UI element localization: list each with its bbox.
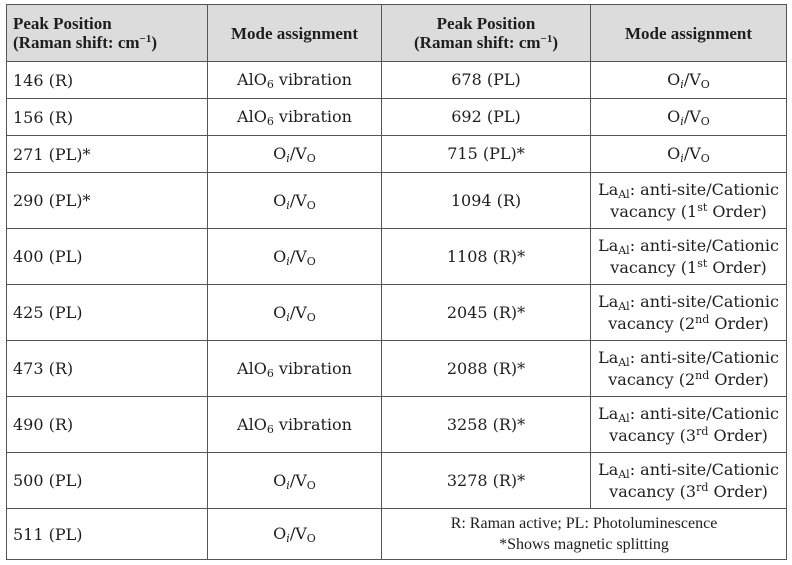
table-row [7,285,787,341]
table-row [7,453,787,509]
mode-la-al-antisite: $La_{Al}$: anti-site/Cationic vacancy (2nd Order) [591,285,787,341]
mode-oi-vo: $O_i/V_O$ [591,99,787,136]
mode-oi-vo: $O_i/V_O$ [208,229,382,285]
table-row [7,397,787,453]
table-row [7,173,787,229]
mode-alo6-vibration: AlO$_6$ vibration [208,99,382,136]
mode-oi-vo: $O_i/V_O$ [591,136,787,173]
table-row [7,229,787,285]
footnote-magnetic-splitting: *Shows magnetic splitting [499,536,669,553]
table-body [7,62,787,560]
mode-la-al-antisite: $La_{Al}$: anti-site/Cationic vacancy (2nd Order) [591,341,787,397]
peak-position-cell: 400 (PL) [7,229,208,285]
peak-position-cell: 3258 (R)* [382,397,591,453]
peak-position-cell: 2045 (R)* [382,285,591,341]
mode-la-al-antisite: $La_{Al}$: anti-site/Cationic vacancy (1st Order) [591,173,787,229]
header-mode-assignment-left: Mode assignment [208,5,382,62]
peak-position-cell: 511 (PL) [7,509,208,560]
raman-peak-table-container [6,4,786,560]
raman-peak-table [6,4,787,560]
peak-position-cell: 692 (PL) [382,99,591,136]
header-row [7,5,787,62]
peak-position-cell: 473 (R) [7,341,208,397]
peak-position-cell: 715 (PL)* [382,136,591,173]
mode-oi-vo: $O_i/V_O$ [591,62,787,99]
mode-alo6-vibration: AlO$_6$ vibration [208,62,382,99]
peak-position-cell: 290 (PL)* [7,173,208,229]
mode-oi-vo: $O_i/V_O$ [208,173,382,229]
peak-position-cell: 1094 (R) [382,173,591,229]
mode-la-al-antisite: $La_{Al}$: anti-site/Cationic vacancy (3rd Order) [591,453,787,509]
mode-la-al-antisite: $La_{Al}$: anti-site/Cationic vacancy (1st Order) [591,229,787,285]
peak-position-cell: 500 (PL) [7,453,208,509]
mode-oi-vo: $O_i/V_O$ [208,285,382,341]
header-mode-assignment-right: Mode assignment [591,5,787,62]
mode-la-al-antisite: $La_{Al}$: anti-site/Cationic vacancy (3rd Order) [591,397,787,453]
peak-position-cell: 271 (PL)* [7,136,208,173]
table-row [7,509,787,560]
mode-alo6-vibration: AlO$_6$ vibration [208,397,382,453]
peak-position-cell: 3278 (R)* [382,453,591,509]
table-row [7,341,787,397]
footnote-cell [382,509,787,560]
table-row [7,99,787,136]
peak-position-cell: 156 (R) [7,99,208,136]
mode-alo6-vibration: AlO$_6$ vibration [208,341,382,397]
peak-position-cell: 425 (PL) [7,285,208,341]
peak-position-cell: 2088 (R)* [382,341,591,397]
header-peak-position-right: Peak Position (Raman shift: $cm^{-1}$) [382,5,591,62]
mode-oi-vo: $O_i/V_O$ [208,453,382,509]
table-row [7,136,787,173]
peak-position-cell: 490 (R) [7,397,208,453]
footnote-legend: R: Raman active; PL: Photoluminescence [450,515,718,532]
peak-position-cell: 678 (PL) [382,62,591,99]
header-peak-position-left: Peak Position (Raman shift: $cm^{-1}$) [7,5,208,62]
mode-oi-vo: $O_i/V_O$ [208,136,382,173]
mode-oi-vo: $O_i/V_O$ [208,509,382,560]
table-row [7,62,787,99]
peak-position-cell: 146 (R) [7,62,208,99]
peak-position-cell: 1108 (R)* [382,229,591,285]
